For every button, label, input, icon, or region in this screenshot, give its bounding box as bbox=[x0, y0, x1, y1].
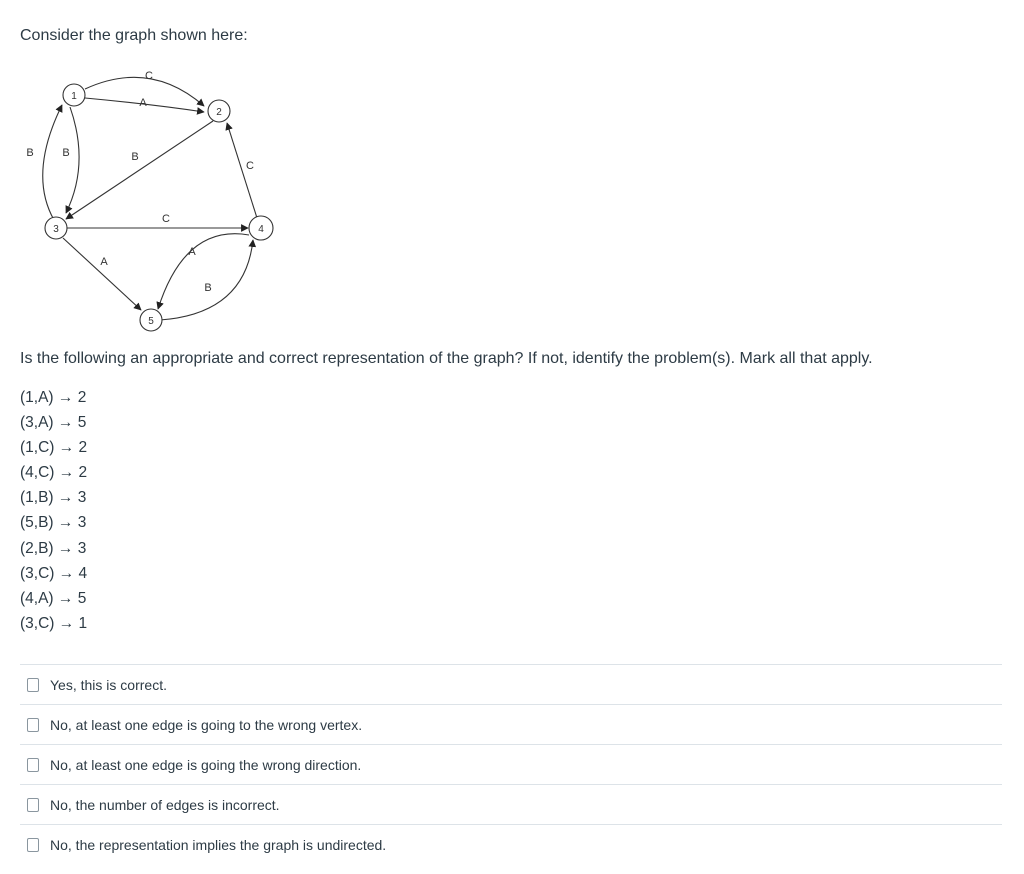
answer-option-wrong-direction[interactable] bbox=[20, 745, 1002, 785]
edge-list-item: (3,C) → 4 bbox=[20, 564, 88, 582]
answer-option-correct[interactable] bbox=[20, 665, 1002, 705]
edge-list bbox=[20, 387, 87, 638]
edge-list-item: (1,A) → 2 bbox=[20, 389, 87, 406]
edge-list-item: (1,C) → 2 bbox=[20, 439, 88, 457]
label-edge-4-5: A bbox=[188, 246, 196, 258]
intro-text: Consider the graph shown here: bbox=[20, 27, 248, 44]
answer-label-wrong-vertex: No, at least one edge is going to the wrong vertex. bbox=[50, 716, 363, 733]
node-4 bbox=[249, 216, 273, 240]
edge-list-item: (4,A) → 5 bbox=[20, 589, 87, 607]
answer-label-undirected: No, the representation implies the graph is undirected. bbox=[50, 836, 387, 853]
edge-3-1-outer bbox=[43, 105, 62, 220]
label-edge-1-2-top: C bbox=[145, 70, 153, 82]
label-edge-1-2-bottom: A bbox=[139, 97, 147, 109]
answer-option-undirected[interactable] bbox=[20, 825, 1002, 864]
checkbox-edge-count[interactable] bbox=[27, 798, 39, 812]
label-edge-4-2: C bbox=[246, 160, 254, 172]
node-2-label: 2 bbox=[216, 107, 222, 118]
answer-option-wrong-vertex[interactable] bbox=[20, 705, 1002, 745]
edge-5-4 bbox=[160, 240, 253, 320]
node-5 bbox=[140, 309, 162, 331]
node-2 bbox=[208, 100, 230, 122]
label-edge-3-1-outer: B bbox=[26, 147, 34, 159]
label-edge-3-5: A bbox=[100, 256, 108, 268]
edge-4-5 bbox=[158, 234, 249, 309]
node-4-label: 4 bbox=[258, 224, 264, 235]
edge-list-item: (3,C) → 1 bbox=[20, 614, 88, 632]
edge-3-5 bbox=[63, 238, 141, 310]
label-edge-5-4: B bbox=[204, 282, 212, 294]
label-edge-1-3-inner: B bbox=[62, 147, 70, 159]
node-5-label: 5 bbox=[148, 316, 154, 327]
edge-2-3 bbox=[66, 121, 213, 219]
answer-label-wrong-direction: No, at least one edge is going the wrong direction. bbox=[50, 756, 362, 773]
checkbox-wrong-vertex[interactable] bbox=[27, 718, 39, 732]
checkbox-correct[interactable] bbox=[27, 678, 39, 692]
answer-label-edge-count: No, the number of edges is incorrect. bbox=[50, 796, 280, 813]
node-3-label: 3 bbox=[53, 224, 59, 235]
edge-list-item: (1,B) → 3 bbox=[20, 489, 87, 507]
edge-list-item: (3,A) → 5 bbox=[20, 414, 87, 432]
edge-list-item: (4,C) → 2 bbox=[20, 464, 88, 482]
edge-1-3-inner bbox=[66, 107, 79, 213]
answer-label-correct: Yes, this is correct. bbox=[50, 676, 167, 693]
node-1-label: 1 bbox=[71, 91, 77, 102]
label-edge-2-3: B bbox=[131, 151, 139, 163]
label-edge-3-4: C bbox=[162, 213, 170, 225]
edge-list-item: (2,B) → 3 bbox=[20, 539, 87, 557]
graph-diagram bbox=[20, 64, 290, 339]
node-1 bbox=[63, 84, 85, 106]
question-text: Is the following an appropriate and correct representation of the graph? If not, identify the problem(s). Mark all that apply. bbox=[20, 350, 873, 367]
checkbox-undirected[interactable] bbox=[27, 838, 39, 852]
edge-list-item: (5,B) → 3 bbox=[20, 514, 87, 532]
answer-option-edge-count[interactable] bbox=[20, 785, 1002, 825]
answer-options bbox=[20, 664, 1002, 864]
node-3 bbox=[45, 217, 67, 239]
checkbox-wrong-direction[interactable] bbox=[27, 758, 39, 772]
